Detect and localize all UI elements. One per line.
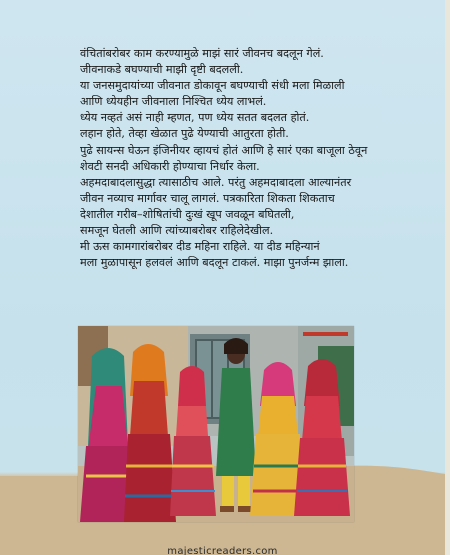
blurb-line: पुढे सायन्स घेऊन इंजिनीयर व्हायचं होतं आणि हे सारं एका बाजूला ठेवून: [80, 143, 368, 157]
blurb-line: मला मुळापासून हलवलं आणि बदलून टाकलं. माझा पुनर्जन्म झाला.: [80, 256, 349, 270]
blurb-line: वंचितांबरोबर काम करण्यामुळे माझं सारं जीवनच बदलून गेलं.: [80, 47, 324, 60]
blurb-line: लहान होते, तेव्हा खेळात पुढे येण्याची आतुरता होती.: [80, 127, 289, 141]
cover-photo: [78, 326, 354, 522]
blurb-line: अहमदाबादलासुद्धा त्यासाठीच आले. परंतु अहमदाबादला आल्यानंतर: [80, 175, 352, 189]
blurb-line: ध्येय नव्हतं असं नाही म्हणत, पण ध्येय सतत बदलत होतं.: [80, 111, 310, 125]
blurb-line: मी ऊस कामगारांबरोबर दीड महिना राहिले. या दीड महिन्यानं: [80, 240, 320, 254]
page-edge: [445, 0, 450, 555]
blurb-line: या जनसमुदायांच्या जीवनात डोकावून बघण्याची संधी मला मिळाली: [80, 79, 345, 93]
group-photo-illustration: [78, 326, 354, 522]
blurb-line: देशातील गरीब–शोषितांची दुःखं खूप जवळून बघितली,: [80, 207, 295, 221]
blurb-line: जीवन नव्याच मार्गावर चालू लागलं. पत्रकारिता शिकता शिकताच: [80, 191, 335, 205]
blurb-line: समजून घेतली आणि त्यांच्याबरोबर राहिलेदेखील.: [80, 224, 274, 238]
blurb-text: [80, 46, 380, 271]
blurb-line: आणि ध्येयहीन जीवनाला निश्चित ध्येय लाभलं.: [80, 95, 267, 109]
website-url: majesticreaders.com: [167, 546, 278, 555]
blurb-line: शेवटी सनदी अधिकारी होण्याचा निर्धार केला.: [80, 159, 260, 173]
blurb-line: जीवनाकडे बघण्याची माझी दृष्टी बदलली.: [80, 63, 244, 77]
